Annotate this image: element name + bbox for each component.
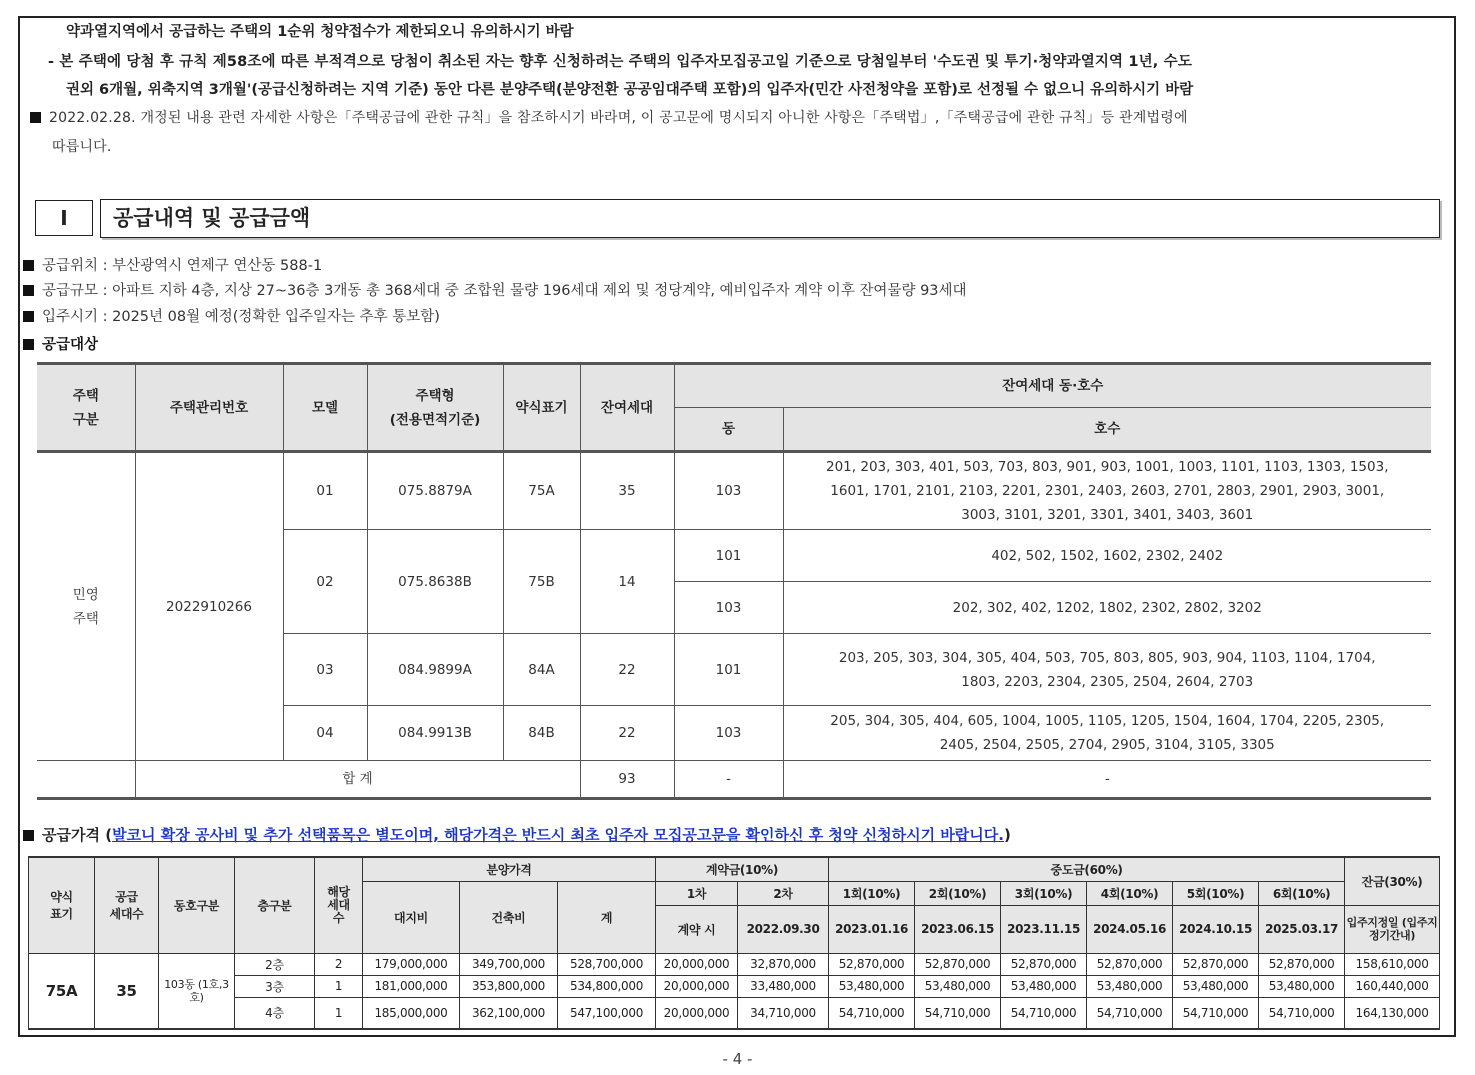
ho-cell: 402, 502, 1502, 1602, 2302, 2402 bbox=[783, 530, 1431, 582]
info-location bbox=[23, 254, 322, 275]
price-dongho: 103동 (1호,3호) bbox=[159, 953, 235, 1029]
ph-m4: 4회(10%) bbox=[1087, 881, 1173, 905]
first-cell: 20,000,000 bbox=[656, 975, 738, 997]
bullet-square-icon bbox=[23, 285, 34, 296]
mid-cell: 53,480,000 bbox=[1173, 975, 1259, 997]
price-table bbox=[28, 856, 1440, 1030]
ho-cell: 202, 302, 402, 1202, 1802, 2302, 2802, 3202 bbox=[783, 582, 1431, 634]
header-area: 주택형 (전용면적기준) bbox=[367, 364, 503, 452]
price-abbr: 75A bbox=[29, 953, 95, 1029]
bullet-square-icon bbox=[23, 260, 34, 271]
total-ho: - bbox=[783, 761, 1431, 799]
bullet-square-icon bbox=[23, 339, 34, 350]
ph-at-contract: 계약 시 bbox=[656, 905, 738, 953]
header-abbr: 약식표기 bbox=[503, 364, 580, 452]
bullet-square-icon bbox=[23, 311, 34, 322]
second-cell: 32,870,000 bbox=[738, 953, 829, 975]
mid-cell: 52,870,000 bbox=[1173, 953, 1259, 975]
price-note: 발코니 확장 공사비 및 추가 선택품목은 별도이며, 해당가격은 반드시 최초 입주자 모집공고문을 확인하신 후 청약 신청하시기 바랍니다. bbox=[112, 826, 1004, 844]
model-cell: 02 bbox=[283, 530, 367, 634]
price-note-close: ) bbox=[1003, 826, 1011, 844]
housing-type: 민영 주택 bbox=[37, 452, 135, 761]
ph-d4: 2024.05.16 bbox=[1087, 905, 1173, 953]
land-cell: 179,000,000 bbox=[363, 953, 460, 975]
info-location-text: 공급위치 : 부산광역시 연제구 연산동 588-1 bbox=[42, 258, 323, 274]
price-heading bbox=[23, 824, 1011, 845]
note-line-2: - 본 주택에 당첨 후 규칙 제58조에 따른 부적격으로 당첨이 취소된 자는 향후 신청하려는 주택의 입주자모집공고일 기준으로 당첨일부터 '수도권 및 투기·청약과열지역 1년, 수도 bbox=[48, 54, 1192, 70]
ph-second: 2차 bbox=[738, 881, 829, 905]
info-scale bbox=[23, 279, 967, 300]
mid-cell: 54,710,000 bbox=[1259, 997, 1345, 1029]
bullet-square-icon bbox=[23, 830, 34, 841]
dong-cell: 103 bbox=[674, 452, 783, 530]
table-row bbox=[29, 997, 1440, 1029]
ph-d2: 2023.06.15 bbox=[915, 905, 1001, 953]
second-cell: 34,710,000 bbox=[738, 997, 829, 1029]
mid-cell: 54,710,000 bbox=[1173, 997, 1259, 1029]
note-line-4 bbox=[30, 107, 1188, 127]
header-mgmt-no: 주택관리번호 bbox=[135, 364, 283, 452]
mid-cell: 52,870,000 bbox=[915, 953, 1001, 975]
abbr-cell: 75B bbox=[503, 530, 580, 634]
supply-table bbox=[37, 362, 1431, 800]
section-title: 공급내역 및 공급금액 bbox=[100, 199, 1440, 238]
ph-d5: 2024.10.15 bbox=[1173, 905, 1259, 953]
table-row bbox=[37, 452, 1431, 530]
ph-first: 1차 bbox=[656, 881, 738, 905]
total-label: 합 계 bbox=[135, 761, 580, 799]
table-row bbox=[29, 953, 1440, 975]
ph-middle: 중도금(60%) bbox=[829, 857, 1345, 881]
table-row bbox=[29, 975, 1440, 997]
mid-cell: 52,870,000 bbox=[1001, 953, 1087, 975]
header-model: 모델 bbox=[283, 364, 367, 452]
mid-cell: 52,870,000 bbox=[1087, 953, 1173, 975]
header-dong-ho: 잔여세대 동·호수 bbox=[674, 364, 1431, 408]
ph-d6: 2025.03.17 bbox=[1259, 905, 1345, 953]
area-cell: 075.8638B bbox=[367, 530, 503, 634]
note-line-1: 약과열지역에서 공급하는 주택의 1순위 청약접수가 제한되오니 유의하시기 바람 bbox=[66, 24, 574, 40]
ph-count: 해당 세대 수 bbox=[315, 857, 363, 953]
count-cell: 1 bbox=[315, 975, 363, 997]
first-cell: 20,000,000 bbox=[656, 997, 738, 1029]
ph-dongho: 동호구분 bbox=[159, 857, 235, 953]
total-dong: - bbox=[674, 761, 783, 799]
header-ho: 호수 bbox=[783, 408, 1431, 452]
remaining-cell: 14 bbox=[580, 530, 674, 634]
section-number: I bbox=[35, 200, 93, 236]
mid-cell: 53,480,000 bbox=[829, 975, 915, 997]
price-note-open: ( bbox=[105, 826, 113, 844]
mgmt-number: 2022910266 bbox=[135, 452, 283, 761]
ph-balance-sub: 입주지정일 (입주지정기간내) bbox=[1345, 905, 1440, 953]
model-cell: 04 bbox=[283, 706, 367, 761]
balance-cell: 164,130,000 bbox=[1345, 997, 1440, 1029]
mid-cell: 53,480,000 bbox=[1087, 975, 1173, 997]
total-cell: 534,800,000 bbox=[558, 975, 656, 997]
info-target-heading bbox=[23, 333, 98, 354]
ho-cell: 203, 205, 303, 304, 305, 404, 503, 705, 803, 805, 903, 904, 1103, 1104, 1704, 1803, 2203, 2304, 2305, 2504, 2604, 2703 bbox=[783, 634, 1431, 706]
info-move-in bbox=[23, 305, 440, 326]
bullet-square-icon bbox=[30, 112, 41, 123]
note-line-4-text: 2022.02.28. 개정된 내용 관련 자세한 사항은「주택공급에 관한 규칙」을 참조하시기 바라며, 이 공고문에 명시되지 아니한 사항은「주택법」,「주택공급에 관한 규칙」등 관계법령에 bbox=[49, 110, 1188, 126]
ph-m6: 6회(10%) bbox=[1259, 881, 1345, 905]
ph-land: 대지비 bbox=[363, 881, 460, 953]
total-cell: 528,700,000 bbox=[558, 953, 656, 975]
land-cell: 185,000,000 bbox=[363, 997, 460, 1029]
mid-cell: 53,480,000 bbox=[915, 975, 1001, 997]
info-move-in-text: 입주시기 : 2025년 08월 예정(정확한 입주일자는 추후 통보함) bbox=[42, 309, 440, 325]
header-remaining: 잔여세대 bbox=[580, 364, 674, 452]
abbr-cell: 84A bbox=[503, 634, 580, 706]
count-cell: 2 bbox=[315, 953, 363, 975]
ho-cell: 205, 304, 305, 404, 605, 1004, 1005, 1105, 1205, 1504, 1604, 1704, 2205, 2305, 2405, 2504, 2505, 2704, 2905, 3104, 3105, 3305 bbox=[783, 706, 1431, 761]
ph-d3: 2023.11.15 bbox=[1001, 905, 1087, 953]
remaining-cell: 35 bbox=[580, 452, 674, 530]
ph-d1: 2023.01.16 bbox=[829, 905, 915, 953]
model-cell: 03 bbox=[283, 634, 367, 706]
floor-cell: 3층 bbox=[235, 975, 315, 997]
total-blank bbox=[37, 761, 135, 799]
floor-cell: 2층 bbox=[235, 953, 315, 975]
model-cell: 01 bbox=[283, 452, 367, 530]
ph-m2: 2회(10%) bbox=[915, 881, 1001, 905]
ph-m5: 5회(10%) bbox=[1173, 881, 1259, 905]
ph-building: 건축비 bbox=[460, 881, 558, 953]
ph-deposit: 계약금(10%) bbox=[656, 857, 829, 881]
mid-cell: 52,870,000 bbox=[829, 953, 915, 975]
ph-sale-price: 분양가격 bbox=[363, 857, 656, 881]
mid-cell: 54,710,000 bbox=[1001, 997, 1087, 1029]
abbr-cell: 84B bbox=[503, 706, 580, 761]
abbr-cell: 75A bbox=[503, 452, 580, 530]
price-heading-text: 공급가격 bbox=[42, 826, 100, 844]
page-number: - 4 - bbox=[722, 1050, 753, 1068]
second-cell: 33,480,000 bbox=[738, 975, 829, 997]
mid-cell: 54,710,000 bbox=[829, 997, 915, 1029]
total-row bbox=[37, 761, 1431, 799]
building-cell: 362,100,000 bbox=[460, 997, 558, 1029]
building-cell: 353,800,000 bbox=[460, 975, 558, 997]
ph-second-date: 2022.09.30 bbox=[738, 905, 829, 953]
mid-cell: 53,480,000 bbox=[1259, 975, 1345, 997]
info-target-text: 공급대상 bbox=[42, 337, 99, 353]
ph-balance: 잔금(30%) bbox=[1345, 857, 1440, 905]
total-cell: 547,100,000 bbox=[558, 997, 656, 1029]
header-type: 주택 구분 bbox=[37, 364, 135, 452]
mid-cell: 52,870,000 bbox=[1259, 953, 1345, 975]
area-cell: 084.9913B bbox=[367, 706, 503, 761]
dong-cell: 103 bbox=[674, 706, 783, 761]
building-cell: 349,700,000 bbox=[460, 953, 558, 975]
ph-units: 공급 세대수 bbox=[95, 857, 159, 953]
balance-cell: 160,440,000 bbox=[1345, 975, 1440, 997]
mid-cell: 53,480,000 bbox=[1001, 975, 1087, 997]
floor-cell: 4층 bbox=[235, 997, 315, 1029]
header-dong: 동 bbox=[674, 408, 783, 452]
land-cell: 181,000,000 bbox=[363, 975, 460, 997]
ph-m3: 3회(10%) bbox=[1001, 881, 1087, 905]
first-cell: 20,000,000 bbox=[656, 953, 738, 975]
ph-total: 계 bbox=[558, 881, 656, 953]
total-remaining: 93 bbox=[580, 761, 674, 799]
dong-cell: 101 bbox=[674, 634, 783, 706]
info-scale-text: 공급규모 : 아파트 지하 4층, 지상 27~36층 3개동 총 368세대 중 조합원 물량 196세대 제외 및 정당계약, 예비입주자 계약 이후 잔여물량 93세대 bbox=[42, 283, 967, 299]
price-units: 35 bbox=[95, 953, 159, 1029]
ph-abbr: 약식 표기 bbox=[29, 857, 95, 953]
dong-cell: 101 bbox=[674, 530, 783, 582]
ho-cell: 201, 203, 303, 401, 503, 703, 803, 901, 903, 1001, 1003, 1101, 1103, 1303, 1503, 1601, 1701, 2101, 2103, 2201, 2301, 2403, 2603, 2701, 2803, 2901, 2903, 3001, 3003, 3101, 3201, 3301, 3401, 3403, 3601 bbox=[783, 452, 1431, 530]
count-cell: 1 bbox=[315, 997, 363, 1029]
balance-cell: 158,610,000 bbox=[1345, 953, 1440, 975]
note-line-3: 권외 6개월, 위축지역 3개월'(공급신청하려는 지역 기준) 동안 다른 분양주택(분양전환 공공임대주택 포함)의 입주자(민간 사전청약을 포함)로 선정될 수 없으니 유의하시기 바람 bbox=[66, 82, 1194, 98]
dong-cell: 103 bbox=[674, 582, 783, 634]
mid-cell: 54,710,000 bbox=[1087, 997, 1173, 1029]
note-line-5: 따릅니다. bbox=[52, 139, 112, 155]
remaining-cell: 22 bbox=[580, 634, 674, 706]
area-cell: 084.9899A bbox=[367, 634, 503, 706]
remaining-cell: 22 bbox=[580, 706, 674, 761]
ph-m1: 1회(10%) bbox=[829, 881, 915, 905]
mid-cell: 54,710,000 bbox=[915, 997, 1001, 1029]
area-cell: 075.8879A bbox=[367, 452, 503, 530]
ph-floor: 층구분 bbox=[235, 857, 315, 953]
